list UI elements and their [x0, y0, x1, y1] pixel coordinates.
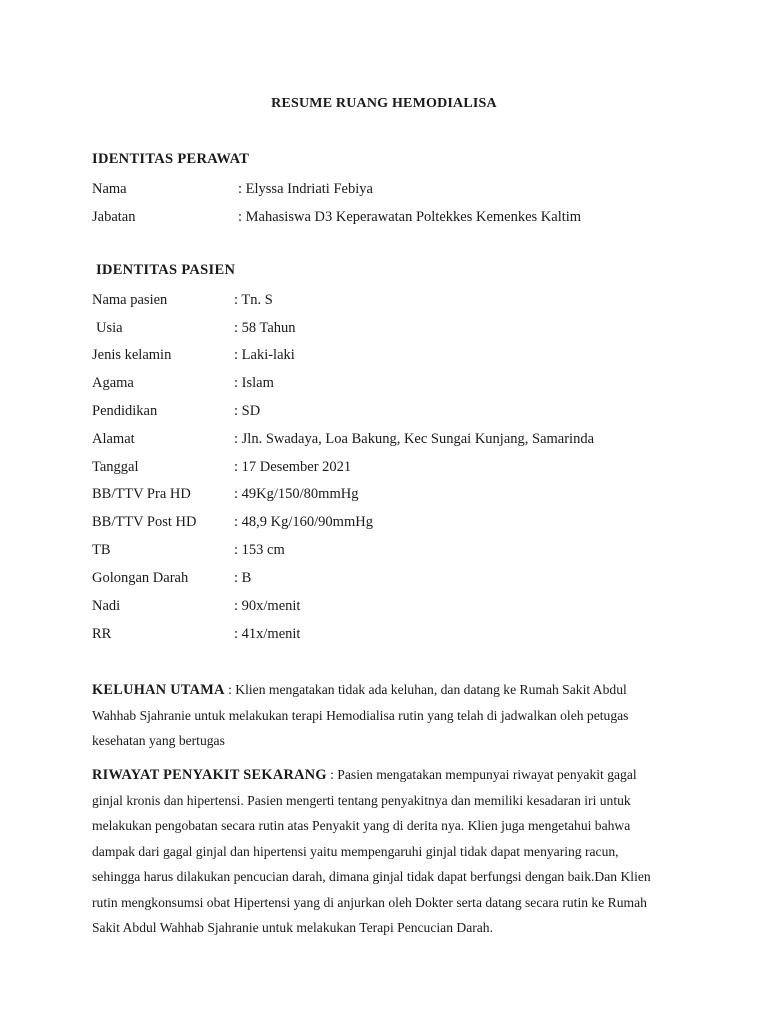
- patient-field-row: [92, 373, 732, 393]
- paragraph-line: dampak dari gagal ginjal dan hipertensi yaitu mempengaruhi ginjal tidak dapat menyaring racun,: [92, 843, 619, 859]
- patient-field-row: [92, 345, 732, 365]
- chief-complaint-paragraph: [92, 677, 732, 754]
- patient-field-row: [92, 457, 732, 477]
- field-value: : 90x/menit: [234, 598, 301, 614]
- paragraph-line: sehingga harus dilakukan pencucian darah, dimana ginjal tidak dapat berfungsi dengan baik.Dan Klien: [92, 869, 651, 884]
- field-value: : 41x/menit: [234, 626, 301, 642]
- nurse-name-row: [92, 179, 732, 199]
- field-value: : B: [234, 570, 252, 586]
- patient-field-row: [92, 596, 732, 616]
- field-label: Alamat: [92, 431, 135, 447]
- paragraph-line: [92, 762, 732, 788]
- paragraph-line: kesehatan yang bertugas: [92, 733, 225, 748]
- patient-field-row: [92, 290, 732, 310]
- nurse-identity-heading: IDENTITAS PERAWAT: [92, 151, 250, 167]
- paragraph-text: : Klien mengatakan tidak ada keluhan, dan datang ke Rumah Sakit Abdul: [224, 682, 627, 697]
- current-illness-history-paragraph: [92, 762, 732, 941]
- field-label: Usia: [96, 320, 123, 336]
- field-label: RR: [92, 626, 112, 642]
- field-label: Tanggal: [92, 459, 139, 475]
- field-label: Jenis kelamin: [92, 347, 172, 363]
- field-value: : SD: [234, 403, 261, 419]
- paragraph-line: ginjal kronis dan hipertensi. Pasien mengerti tentang penyakitnya dan memiliki kesadaran iri untuk: [92, 792, 631, 808]
- patient-field-row: [92, 568, 732, 588]
- field-value: : Elyssa Indriati Febiya: [238, 181, 373, 197]
- patient-field-row: [92, 401, 732, 421]
- field-value: : 153 cm: [234, 542, 285, 558]
- field-value: : Jln. Swadaya, Loa Bakung, Kec Sungai Kunjang, Samarinda: [234, 431, 595, 447]
- current-illness-history-heading: RIWAYAT PENYAKIT SEKARANG: [92, 767, 327, 783]
- patient-field-row: [92, 540, 732, 560]
- patient-field-row: [92, 429, 732, 449]
- field-label: Golongan Darah: [92, 570, 189, 586]
- field-value: : 58 Tahun: [234, 320, 296, 336]
- patient-field-row: [92, 484, 732, 504]
- patient-field-row: [92, 512, 732, 532]
- field-label: BB/TTV Pra HD: [92, 486, 191, 502]
- paragraph-line: [92, 677, 732, 703]
- field-value: : 49Kg/150/80mmHg: [234, 486, 359, 502]
- field-value: : 48,9 Kg/160/90mmHg: [234, 514, 373, 530]
- field-label: Jabatan: [92, 209, 136, 225]
- field-label: Pendidikan: [92, 403, 158, 419]
- field-label: Nama: [92, 181, 127, 197]
- patient-field-row: [92, 624, 732, 644]
- field-label: BB/TTV Post HD: [92, 514, 197, 530]
- paragraph-line: Wahhab Sjahranie untuk melakukan terapi Hemodialisa rutin yang telah di jadwalkan oleh petugas: [92, 707, 629, 723]
- field-value: : Islam: [234, 375, 274, 391]
- paragraph-text: : Pasien mengatakan mempunyai riwayat penyakit gagal: [326, 767, 637, 782]
- chief-complaint-heading: KELUHAN UTAMA: [92, 682, 225, 698]
- patient-identity-heading: IDENTITAS PASIEN: [96, 262, 236, 278]
- field-label: TB: [92, 542, 111, 558]
- field-label: Agama: [92, 375, 134, 391]
- field-value: : 17 Desember 2021: [234, 459, 352, 475]
- field-label: Nama pasien: [92, 292, 168, 308]
- patient-field-row: [92, 318, 732, 338]
- field-label: Nadi: [92, 598, 121, 614]
- field-value: : Tn. S: [234, 292, 273, 308]
- paragraph-line: Sakit Abdul Wahhab Sjahranie untuk melakukan Terapi Pencucian Darah.: [92, 920, 494, 935]
- field-value: : Mahasiswa D3 Keperawatan Poltekkes Kemenkes Kaltim: [238, 209, 582, 225]
- document-title: RESUME RUANG HEMODIALISA: [271, 96, 497, 111]
- field-value: : Laki-laki: [234, 347, 295, 363]
- paragraph-line: rutin mengkonsumsi obat Hipertensi yang di anjurkan oleh Dokter serta datang secara rutin ke Rumah: [92, 894, 647, 910]
- paragraph-line: melakukan pengobatan secara rutin atas Penyakit yang di derita nya. Klien juga mengetahui bahwa: [92, 818, 631, 833]
- nurse-position-row: [92, 207, 732, 227]
